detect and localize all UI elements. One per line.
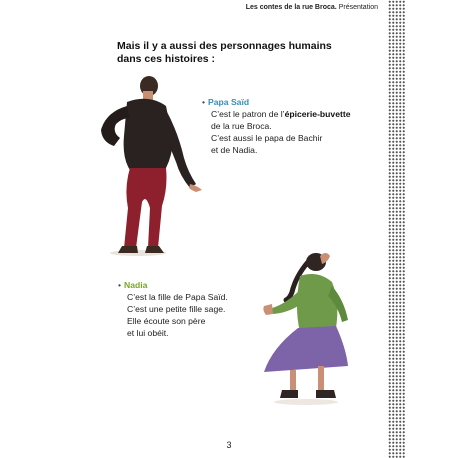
intro-line-2: dans ces histoires :	[117, 53, 216, 65]
papa-said-line-1	[202, 108, 382, 120]
page-number: 3	[226, 440, 232, 450]
section-name: Présentation	[338, 4, 378, 11]
nadia-name: Nadia	[124, 280, 148, 290]
nadia-line-2: C’est une petite fille sage.	[127, 304, 226, 314]
papa-said-name: Papa Saïd	[208, 97, 250, 107]
intro-heading	[117, 40, 367, 66]
papa-said-line-2: de la rue Broca.	[211, 121, 272, 131]
bullet-icon: •	[202, 97, 206, 107]
intro-line-1: Mais il y a aussi des personnages humains	[117, 40, 332, 52]
papa-said-shop: épicerie-buvette	[284, 109, 351, 119]
papa-said-description	[202, 96, 382, 156]
papa-said-line-3: C’est aussi le papa de Bachir	[211, 133, 323, 143]
nadia-line-3: Elle écoute son père	[127, 316, 206, 326]
papa-said-line-1-text: C’est le patron de l’	[211, 109, 285, 119]
bullet-icon: •	[118, 280, 122, 290]
running-head	[246, 4, 378, 11]
nadia-line-1: C’est la fille de Papa Saïd.	[127, 292, 228, 302]
papa-said-line-4: et de Nadia.	[211, 145, 258, 155]
dotted-border	[388, 0, 406, 458]
book-title: Les contes de la rue Broca.	[245, 4, 337, 11]
nadia-line-4: et lui obéit.	[127, 328, 169, 338]
nadia-illustration	[256, 248, 356, 408]
papa-said-illustration	[92, 72, 207, 262]
nadia-description	[118, 279, 258, 339]
